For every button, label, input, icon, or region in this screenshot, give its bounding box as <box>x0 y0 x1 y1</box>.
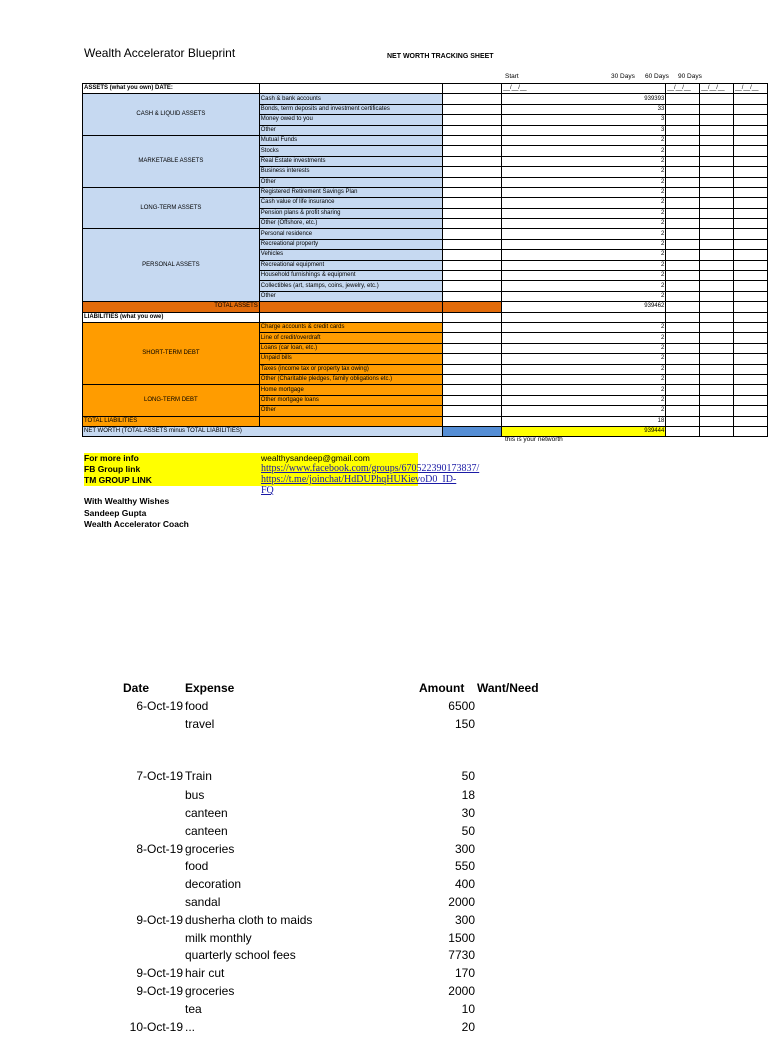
empty-cell <box>443 167 502 177</box>
item-value: 2 <box>502 187 666 197</box>
expense-name-header: Expense <box>185 681 235 695</box>
empty-cell <box>666 281 700 291</box>
table-row <box>83 322 768 332</box>
expense-date: 6-Oct-19 <box>136 699 183 713</box>
item-label: Unpaid bills <box>259 354 442 364</box>
expense-amount: 30 <box>461 806 475 820</box>
empty-cell <box>734 115 768 125</box>
empty-cell <box>700 385 734 395</box>
item-value: 2 <box>502 239 666 249</box>
empty-cell <box>666 333 700 343</box>
empty-cell <box>700 198 734 208</box>
empty-cell <box>734 239 768 249</box>
empty-cell <box>666 271 700 281</box>
total-assets-label: TOTAL ASSETS <box>83 302 260 312</box>
empty-cell <box>700 94 734 104</box>
item-value: 2 <box>502 395 666 405</box>
item-value: 33 <box>502 104 666 114</box>
fb-group-link[interactable]: https://www.facebook.com/groups/670522390173837/ <box>261 463 480 474</box>
empty-cell <box>666 312 700 322</box>
item-value: 2 <box>502 156 666 166</box>
empty-cell <box>700 374 734 384</box>
empty-cell <box>734 406 768 416</box>
item-label: Cash value of life insurance <box>259 198 442 208</box>
empty-cell <box>443 395 502 405</box>
empty-cell <box>443 260 502 270</box>
net-worth-table <box>82 83 768 437</box>
assets-section-label: ASSETS (what you own) DATE: <box>83 84 260 94</box>
empty-cell <box>734 250 768 260</box>
empty-cell <box>666 94 700 104</box>
empty-cell <box>443 406 502 416</box>
total-liabilities-label: TOTAL LIABILITIES <box>83 416 260 426</box>
expense-amount: 50 <box>461 824 475 838</box>
item-label: Other mortgage loans <box>259 395 442 405</box>
empty-cell <box>443 198 502 208</box>
empty-cell <box>734 395 768 405</box>
expense-amount: 6500 <box>448 699 475 713</box>
empty-cell <box>443 208 502 218</box>
empty-cell <box>666 406 700 416</box>
empty-cell <box>700 208 734 218</box>
expense-amount: 20 <box>461 1020 475 1034</box>
empty-cell <box>666 302 700 312</box>
empty-cell <box>700 302 734 312</box>
empty-cell <box>666 115 700 125</box>
empty-cell <box>443 177 502 187</box>
empty-cell <box>443 146 502 156</box>
item-label: Personal residence <box>259 229 442 239</box>
item-value: 2 <box>502 291 666 301</box>
item-label: Taxes (income tax or property tax owing) <box>259 364 442 374</box>
item-label: Loans (car loan, etc.) <box>259 343 442 353</box>
item-label: Other <box>259 406 442 416</box>
expense-name: Train <box>185 769 212 783</box>
item-label: Other <box>259 125 442 135</box>
empty-cell <box>443 291 502 301</box>
empty-cell <box>734 177 768 187</box>
empty-cell <box>734 312 768 322</box>
empty-cell <box>443 343 502 353</box>
empty-cell <box>700 219 734 229</box>
expense-amount: 400 <box>454 877 475 891</box>
item-label: Home mortgage <box>259 385 442 395</box>
empty-cell <box>734 219 768 229</box>
expense-name: bus <box>185 788 205 802</box>
empty-cell <box>700 167 734 177</box>
expense-date <box>96 806 183 824</box>
empty-cell <box>443 94 502 104</box>
expense-name: hair cut <box>185 966 225 980</box>
expense-name: decoration <box>185 877 242 891</box>
liabilities-header-row <box>83 312 768 322</box>
expense-date <box>96 877 183 895</box>
item-value: 3 <box>502 125 666 135</box>
empty-cell <box>443 333 502 343</box>
empty-cell <box>734 156 768 166</box>
item-value: 2 <box>502 177 666 187</box>
expense-date <box>96 1002 183 1020</box>
category-label: CASH & LIQUID ASSETS <box>83 94 260 136</box>
item-value: 2 <box>502 354 666 364</box>
empty-cell <box>700 416 734 426</box>
empty-cell <box>443 84 502 94</box>
empty-cell <box>666 395 700 405</box>
empty-cell <box>734 125 768 135</box>
empty-cell <box>666 364 700 374</box>
category-label: PERSONAL ASSETS <box>83 229 260 302</box>
expense-amount: 300 <box>454 842 475 856</box>
empty-cell <box>666 354 700 364</box>
empty-cell <box>734 364 768 374</box>
empty-cell <box>666 374 700 384</box>
item-value: 2 <box>502 374 666 384</box>
empty-cell <box>443 416 502 426</box>
item-value: 2 <box>502 385 666 395</box>
expense-name: tea <box>185 1002 202 1016</box>
item-label: Cash & bank accounts <box>259 94 442 104</box>
empty-cell <box>700 125 734 135</box>
expense-amount: 1500 <box>448 931 475 945</box>
item-value: 939393 <box>502 94 666 104</box>
empty-cell <box>443 156 502 166</box>
email-text[interactable]: wealthysandeep@gmail.com <box>261 453 370 463</box>
empty-cell <box>700 354 734 364</box>
empty-cell <box>700 250 734 260</box>
expense-date <box>96 859 183 877</box>
total-assets-value: 939462 <box>502 302 666 312</box>
signature-name: Sandeep Gupta <box>84 507 147 518</box>
item-value: 2 <box>502 364 666 374</box>
empty-cell <box>734 146 768 156</box>
item-value: 2 <box>502 208 666 218</box>
item-label: Collectibles (art, stamps, coins, jewelry, etc.) <box>259 281 442 291</box>
signature-role: Wealth Accelerator Coach <box>84 519 189 529</box>
empty-cell <box>700 104 734 114</box>
empty-cell <box>443 302 502 312</box>
col-90-header: 90 Days <box>678 73 702 80</box>
net-worth-value: 939444 <box>502 426 666 436</box>
empty-cell <box>666 187 700 197</box>
item-label: Household furnishings & equipment <box>259 271 442 281</box>
expense-date: 10-Oct-19 <box>129 1020 183 1034</box>
empty-cell <box>443 229 502 239</box>
item-value: 2 <box>502 167 666 177</box>
empty-cell <box>734 208 768 218</box>
empty-cell <box>734 187 768 197</box>
empty-cell <box>443 281 502 291</box>
signature <box>84 496 189 531</box>
empty-cell <box>700 343 734 353</box>
net-worth-note: this is your networth <box>505 436 563 443</box>
expense-amount: 170 <box>454 966 475 980</box>
empty-cell <box>734 385 768 395</box>
expense-amount: 550 <box>454 859 475 873</box>
empty-cell <box>734 333 768 343</box>
empty-cell <box>700 177 734 187</box>
item-value: 3 <box>502 115 666 125</box>
total-liabilities-value: 18 <box>502 416 666 426</box>
item-label: Recreational equipment <box>259 260 442 270</box>
table-row <box>83 187 768 197</box>
date-cell-start: __/__/__ <box>502 84 666 94</box>
table-row <box>83 135 768 145</box>
expense-name: canteen <box>185 806 228 820</box>
empty-cell <box>700 146 734 156</box>
empty-cell <box>259 312 442 322</box>
empty-cell <box>259 416 442 426</box>
fb-group-label: FB Group link <box>84 464 141 474</box>
empty-cell <box>734 135 768 145</box>
expense-amount: 10 <box>461 1002 475 1016</box>
expense-date: 9-Oct-19 <box>136 913 183 927</box>
empty-cell <box>443 312 502 322</box>
empty-cell <box>443 364 502 374</box>
liabilities-section-label: LIABILITIES (what you owe) <box>83 312 260 322</box>
expense-amount: 2000 <box>448 895 475 909</box>
net-worth-label: NET WORTH (TOTAL ASSETS minus TOTAL LIABILITIES) <box>83 426 443 436</box>
item-label: Bonds, term deposits and investment certificates <box>259 104 442 114</box>
empty-cell <box>259 302 442 312</box>
item-value: 2 <box>502 271 666 281</box>
empty-cell <box>666 239 700 249</box>
expense-amount-header: Amount <box>419 681 465 695</box>
item-label: Pension plans & profit sharing <box>259 208 442 218</box>
item-value: 2 <box>502 198 666 208</box>
tm-group-label: TM GROUP LINK <box>84 475 152 485</box>
empty-cell <box>734 343 768 353</box>
empty-cell <box>259 84 442 94</box>
empty-cell <box>666 135 700 145</box>
empty-cell <box>666 291 700 301</box>
empty-cell <box>443 322 502 332</box>
empty-cell <box>666 416 700 426</box>
item-label: Real Estate investments <box>259 156 442 166</box>
col-start-header: Start <box>505 73 519 80</box>
expense-date <box>96 824 183 842</box>
sheet-title: NET WORTH TRACKING SHEET <box>387 53 494 60</box>
expense-date: 9-Oct-19 <box>136 984 183 998</box>
expense-name: groceries <box>185 984 235 998</box>
item-value: 2 <box>502 135 666 145</box>
category-label: LONG-TERM ASSETS <box>83 187 260 229</box>
empty-cell <box>734 167 768 177</box>
expense-name: milk monthly <box>185 931 252 945</box>
page-title: Wealth Accelerator Blueprint <box>84 46 236 60</box>
expense-date <box>96 717 183 735</box>
empty-cell <box>666 125 700 135</box>
expense-amount: 300 <box>454 913 475 927</box>
category-label: SHORT-TERM DEBT <box>83 322 260 384</box>
empty-cell <box>734 322 768 332</box>
table-row <box>83 229 768 239</box>
table-row <box>83 94 768 104</box>
empty-cell <box>734 416 768 426</box>
expense-amount: 150 <box>454 717 475 731</box>
empty-cell <box>443 385 502 395</box>
category-label: LONG-TERM DEBT <box>83 385 260 416</box>
expense-date-header: Date <box>123 681 150 695</box>
empty-cell <box>700 271 734 281</box>
empty-cell <box>700 229 734 239</box>
empty-cell <box>734 302 768 312</box>
item-label: Stocks <box>259 146 442 156</box>
empty-cell <box>666 156 700 166</box>
empty-cell <box>443 125 502 135</box>
empty-cell <box>666 219 700 229</box>
category-label: MARKETABLE ASSETS <box>83 135 260 187</box>
empty-cell <box>700 322 734 332</box>
total-assets-row <box>83 302 768 312</box>
empty-cell <box>443 374 502 384</box>
empty-cell <box>734 104 768 114</box>
item-label: Other (Offshore, etc.) <box>259 219 442 229</box>
expense-amount: 2000 <box>448 984 475 998</box>
item-value: 2 <box>502 343 666 353</box>
item-value: 2 <box>502 250 666 260</box>
empty-cell <box>443 115 502 125</box>
empty-cell <box>734 271 768 281</box>
empty-cell <box>734 426 768 436</box>
empty-cell <box>734 94 768 104</box>
expense-name: ... <box>185 1020 196 1034</box>
empty-cell <box>700 135 734 145</box>
empty-cell <box>734 260 768 270</box>
empty-cell <box>666 260 700 270</box>
item-label: Recreational property <box>259 239 442 249</box>
item-value: 2 <box>502 322 666 332</box>
expense-date <box>96 895 183 913</box>
empty-cell <box>443 250 502 260</box>
expense-name: food <box>185 699 209 713</box>
empty-cell <box>666 208 700 218</box>
empty-cell <box>734 354 768 364</box>
item-value: 2 <box>502 260 666 270</box>
signature-line: With Wealthy Wishes <box>84 496 170 506</box>
empty-cell <box>666 198 700 208</box>
empty-cell <box>666 322 700 332</box>
expense-date <box>96 931 183 949</box>
expense-amount: 50 <box>461 769 475 783</box>
expense-amount: 7730 <box>448 948 475 962</box>
empty-cell <box>666 229 700 239</box>
empty-cell <box>666 177 700 187</box>
expense-name: canteen <box>185 824 228 838</box>
item-label: Other <box>259 177 442 187</box>
expense-name: sandal <box>185 895 221 909</box>
empty-cell <box>700 364 734 374</box>
item-label: Mutual Funds <box>259 135 442 145</box>
empty-cell <box>700 291 734 301</box>
empty-cell <box>443 135 502 145</box>
net-worth-row <box>83 426 768 436</box>
date-cell-90: __/__/__ <box>734 84 768 94</box>
item-label: Vehicles <box>259 250 442 260</box>
item-label: Business interests <box>259 167 442 177</box>
expense-date: 9-Oct-19 <box>136 966 183 980</box>
empty-cell <box>443 187 502 197</box>
item-value: 2 <box>502 229 666 239</box>
empty-cell <box>443 354 502 364</box>
date-cell-60: __/__/__ <box>700 84 734 94</box>
empty-cell <box>700 312 734 322</box>
empty-cell <box>734 229 768 239</box>
empty-cell <box>666 104 700 114</box>
assets-header-row <box>83 84 768 94</box>
empty-cell <box>443 104 502 114</box>
empty-cell <box>666 426 700 436</box>
item-value: 2 <box>502 333 666 343</box>
empty-cell <box>700 426 734 436</box>
item-label: Money owed to you <box>259 115 442 125</box>
empty-cell <box>666 343 700 353</box>
empty-cell <box>734 198 768 208</box>
empty-cell <box>734 291 768 301</box>
empty-cell <box>666 146 700 156</box>
empty-cell <box>443 239 502 249</box>
empty-cell <box>666 385 700 395</box>
expense-date <box>96 788 183 806</box>
expense-date: 8-Oct-19 <box>136 842 183 856</box>
item-value: 2 <box>502 219 666 229</box>
empty-cell <box>700 239 734 249</box>
empty-cell <box>734 281 768 291</box>
total-liabilities-row <box>83 416 768 426</box>
expense-date: 7-Oct-19 <box>136 769 183 783</box>
item-label: Other <box>259 291 442 301</box>
item-value: 2 <box>502 406 666 416</box>
empty-cell <box>700 406 734 416</box>
expense-wantneed-header: Want/Need <box>477 681 539 695</box>
item-label: Charge accounts & credit cards <box>259 322 442 332</box>
expense-name: dusherha cloth to maids <box>185 913 313 927</box>
item-label: Line of credit/overdraft <box>259 333 442 343</box>
empty-cell <box>700 187 734 197</box>
col-30-header: 30 Days <box>611 73 635 80</box>
item-value: 2 <box>502 281 666 291</box>
expense-amount: 18 <box>461 788 475 802</box>
tm-group-link[interactable]: https://t.me/joinchat/HdDUPhqHUKievoD0_ID-FQ <box>261 474 457 496</box>
more-info-label: For more info <box>84 453 139 463</box>
item-label: Registered Retirement Savings Plan <box>259 187 442 197</box>
empty-cell <box>700 156 734 166</box>
expense-name: food <box>185 859 209 873</box>
expense-name: groceries <box>185 842 235 856</box>
empty-cell <box>700 260 734 270</box>
empty-cell <box>443 219 502 229</box>
empty-cell <box>666 250 700 260</box>
empty-cell <box>700 281 734 291</box>
empty-cell <box>734 374 768 384</box>
empty-cell <box>700 395 734 405</box>
expense-name: travel <box>185 717 215 731</box>
empty-cell <box>502 312 666 322</box>
empty-cell <box>700 333 734 343</box>
item-value: 2 <box>502 146 666 156</box>
date-cell-30: __/__/__ <box>666 84 700 94</box>
empty-cell <box>700 115 734 125</box>
expense-name: quarterly school fees <box>185 948 296 962</box>
table-row <box>83 385 768 395</box>
empty-cell <box>443 426 502 436</box>
expense-date <box>96 948 183 966</box>
empty-cell <box>666 167 700 177</box>
item-label: Other (Charitable pledges, family obligations etc.) <box>259 374 442 384</box>
col-60-header: 60 Days <box>645 73 669 80</box>
info-block <box>84 453 480 496</box>
empty-cell <box>443 271 502 281</box>
